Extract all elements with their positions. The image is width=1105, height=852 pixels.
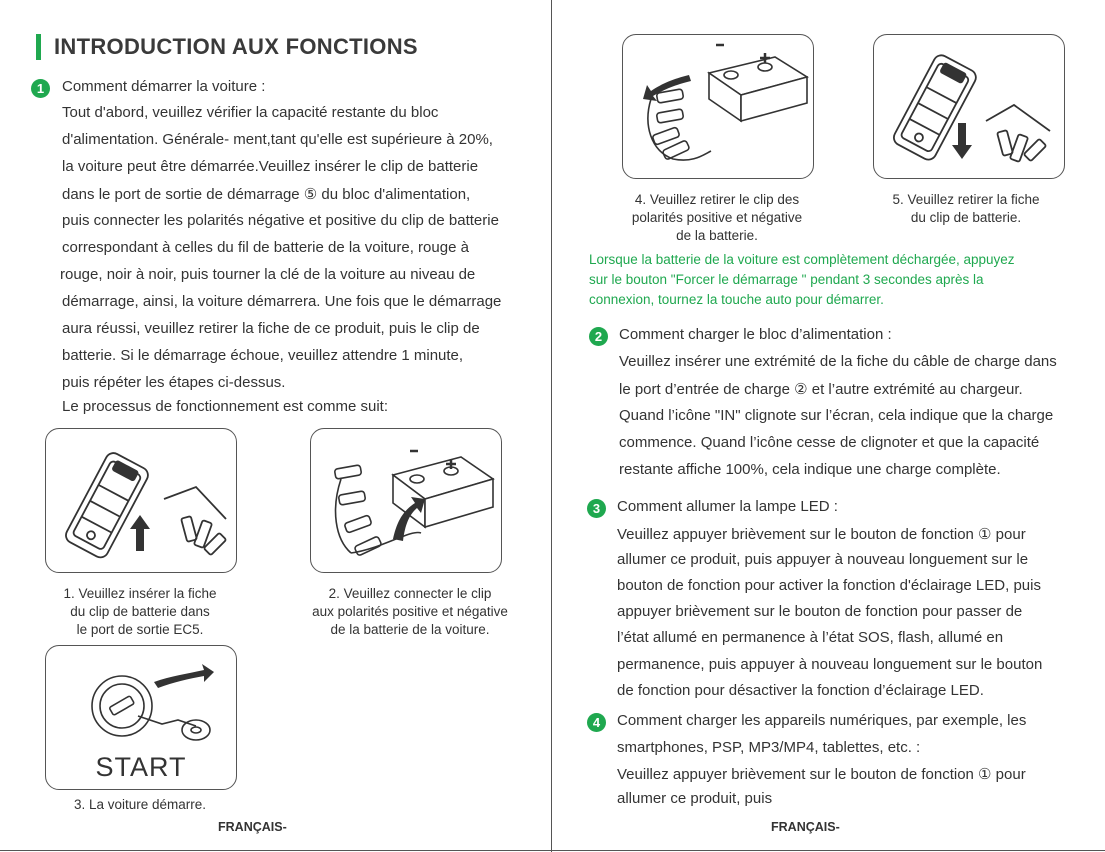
section-1-line: puis répéter les étapes ci-dessus. xyxy=(62,374,286,391)
caption-line: 1. Veuillez insérer la fiche xyxy=(63,586,217,601)
section-2-line: Quand l’icône "IN" clignote sur l’écran, cela indique que la charge xyxy=(619,407,1054,424)
force-start-note-line: sur le bouton "Forcer le démarrage " pendant 3 secondes après la xyxy=(589,272,984,287)
section-1-line: démarrage, ainsi, la voiture démarrera. Une fois que le démarrage xyxy=(62,293,502,310)
section-1-line: dans le port de sortie de démarrage ⑤ du bloc d'alimentation, xyxy=(62,186,471,203)
page-title: INTRODUCTION AUX FONCTIONS xyxy=(36,34,418,60)
section-3-badge: 3 xyxy=(587,499,606,518)
caption-line: aux polarités positive et négative xyxy=(312,604,508,619)
caption-line: 3. La voiture démarre. xyxy=(73,797,207,812)
figure-remove-clip xyxy=(622,34,814,179)
caption-line: 4. Veuillez retirer le clip des xyxy=(634,192,800,207)
section-3-line: appuyer brièvement sur le bouton de fonction pour passer de xyxy=(617,603,1023,620)
caption-line: 2. Veuillez connecter le clip xyxy=(328,586,492,601)
caption-line: de la batterie. xyxy=(676,228,758,243)
section-4-badge: 4 xyxy=(587,713,606,732)
caption-line: 5. Veuillez retirer la fiche xyxy=(892,192,1040,207)
section-4-heading: Comment charger les appareils numériques, par exemple, les xyxy=(617,712,1027,729)
car-battery-remove-illustration xyxy=(623,35,813,178)
section-2-line: le port d’entrée de charge ② et l’autre extrémité au chargeur. xyxy=(619,381,1023,398)
figure-connect-battery xyxy=(310,428,502,573)
section-1-line: rouge, noir à noir, puis tourner la clé de la voiture au niveau de xyxy=(60,266,476,283)
section-3-heading: Comment allumer la lampe LED : xyxy=(617,498,838,515)
caption-line: de la batterie de la voiture. xyxy=(330,622,490,637)
section-1-line: d'alimentation. Générale- ment,tant qu'elle est supérieure à 20%, xyxy=(62,131,493,148)
caption-line: polarités positive et négative xyxy=(631,210,803,225)
figure-remove-plug xyxy=(873,34,1065,179)
section-1-line: Le processus de fonctionnement est comme suit: xyxy=(62,398,389,415)
section-4-line: smartphones, PSP, MP3/MP4, tablettes, etc. : xyxy=(617,739,921,756)
section-3-line: l’état allumé en permanence à l’état SOS, flash, allumé en xyxy=(617,629,1004,646)
section-2-badge: 2 xyxy=(589,327,608,346)
section-1-line: la voiture peut être démarrée.Veuillez insérer le clip de batterie xyxy=(62,158,479,175)
caption-line: du clip de batterie dans xyxy=(70,604,210,619)
section-4-line: allumer ce produit, puis xyxy=(617,790,773,807)
section-2-line: commence. Quand l’icône cesse de clignoter et que la capacité xyxy=(619,434,1040,451)
section-3-line: Veuillez appuyer brièvement sur le bouton de fonction ① pour xyxy=(617,526,1026,543)
section-2-line: restante affiche 100%, cela indique une charge complète. xyxy=(619,461,1001,478)
section-1-line: aura réussi, veuillez retirer la fiche de ce produit, puis le clip de xyxy=(62,320,480,337)
page-divider xyxy=(551,0,552,852)
section-4-line: Veuillez appuyer brièvement sur le bouton de fonction ① pour xyxy=(617,766,1026,783)
figure-insert-clip xyxy=(45,428,237,573)
force-start-note-line: connexion, tournez la touche auto pour démarrer. xyxy=(589,292,884,307)
left-footer: FRANÇAIS- xyxy=(218,820,287,834)
figure-car-start xyxy=(45,645,237,790)
caption-line: du clip de batterie. xyxy=(910,210,1022,225)
section-3-line: permanence, puis appuyer à nouveau longuement sur le bouton xyxy=(617,656,1043,673)
figure-2-caption xyxy=(292,585,528,639)
ignition-key-illustration xyxy=(46,646,236,789)
section-1-line: correspondant à celles du fil de batterie de la voiture, rouge à xyxy=(62,239,469,256)
section-1-line: batterie. Si le démarrage échoue, veuillez attendre 1 minute, xyxy=(62,347,464,364)
force-start-note-line: Lorsque la batterie de la voiture est complètement déchargée, appuyez xyxy=(589,252,1015,267)
figure-3-caption xyxy=(24,796,256,814)
section-1-badge: 1 xyxy=(31,79,50,98)
section-3-line: bouton de fonction pour activer la fonction d'éclairage LED, puis xyxy=(617,577,1041,594)
section-3-line: allumer ce produit, puis appuyer à nouveau longuement sur le xyxy=(617,551,1029,568)
caption-line: le port de sortie EC5. xyxy=(76,622,204,637)
bottom-border xyxy=(0,850,1105,851)
figure-1-caption xyxy=(24,585,256,639)
figure-4-caption xyxy=(598,191,836,245)
section-2-heading: Comment charger le bloc d’alimentation : xyxy=(619,326,892,343)
section-1-heading: Comment démarrer la voiture : xyxy=(62,78,266,95)
section-1-line: puis connecter les polarités négative et positive du clip de batterie xyxy=(62,212,499,229)
section-1-line: Tout d'abord, veuillez vérifier la capacité restante du bloc xyxy=(62,104,439,121)
start-label: START xyxy=(95,752,187,782)
figure-5-caption xyxy=(852,191,1080,227)
power-bank-remove-illustration xyxy=(874,35,1064,178)
car-battery-connect-illustration xyxy=(311,429,501,572)
right-footer: FRANÇAIS- xyxy=(771,820,840,834)
power-bank-insert-illustration xyxy=(46,429,236,572)
section-3-line: de fonction pour désactiver la fonction d’éclairage LED. xyxy=(617,682,984,699)
section-2-line: Veuillez insérer une extrémité de la fiche du câble de charge dans xyxy=(619,353,1057,370)
